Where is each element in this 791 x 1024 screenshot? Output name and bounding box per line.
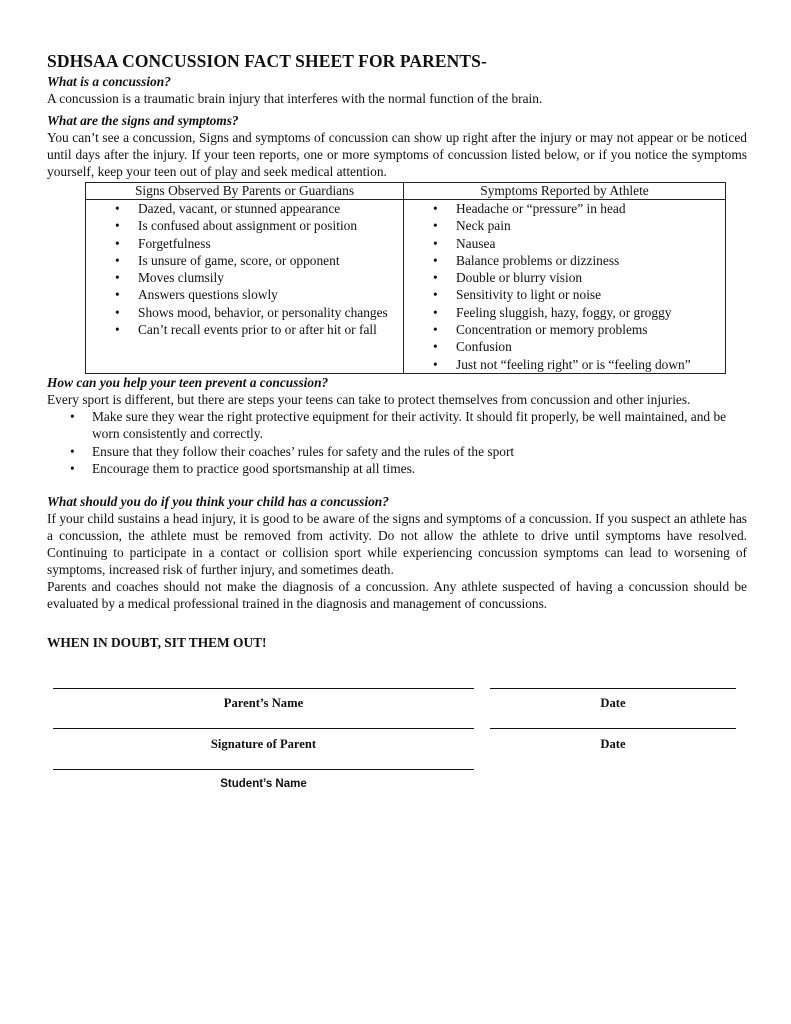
list-item: • Balance problems or dizziness — [404, 252, 721, 269]
list-item: • Concentration or memory problems — [404, 321, 721, 338]
signs-column — [86, 200, 404, 374]
list-item: • Confusion — [404, 338, 721, 355]
list-item: • Encourage them to practice good sportsmanship at all times. — [47, 460, 747, 477]
symptoms-column — [404, 200, 726, 374]
signs-symptoms-table — [85, 182, 726, 374]
date-label-2: Date — [600, 737, 626, 751]
list-item: • Forgetfulness — [86, 235, 399, 252]
list-item: • Feeling sluggish, hazy, foggy, or groggy — [404, 304, 721, 321]
what-heading: What is a concussion? — [47, 74, 171, 89]
parent-name-label: Parent’s Name — [223, 696, 304, 710]
page-title: SDHSAA CONCUSSION FACT SHEET FOR PARENTS- — [47, 51, 487, 71]
action-body-2: Parents and coaches should not make the diagnosis of a concussion. Any athlete suspected of having a concussion should be evaluated by a medical professional trained in the diagnosis and management of concussions. — [47, 579, 747, 612]
doubt-callout: WHEN IN DOUBT, SIT THEM OUT! — [47, 635, 267, 651]
student-name-line[interactable] — [53, 769, 474, 770]
student-name-label: Student’s Name — [220, 778, 307, 790]
action-heading: What should you do if you think your child has a concussion? — [47, 494, 389, 510]
list-item: • Headache or “pressure” in head — [404, 200, 721, 217]
list-item: • Neck pain — [404, 217, 721, 234]
list-item: • Can’t recall events prior to or after hit or fall — [86, 321, 399, 338]
parent-signature-label: Signature of Parent — [210, 737, 317, 751]
parent-name-line[interactable] — [53, 688, 474, 689]
signs-body: You can’t see a concussion, Signs and symptoms of concussion can show up right after the injury or may not appear or be noticed until days after the injury. If your teen reports, one or more symptoms of concussion listed below, or if you notice the symptoms yourself, keep your teen out of play and seek medical attention. — [47, 130, 747, 179]
action-body-1: If your child sustains a head injury, it is good to be aware of the signs and symptoms of a concussion. If you suspect an athlete has a concussion, the athlete must be removed from activity. Do not allow the athlete to drive until symptoms have resolved. Continuing to participate in a contact or collision sport while experiencing concussion symptoms can lead to worsening of symptoms, increased risk of further injury, and sometimes death. — [47, 511, 747, 578]
date-line-2[interactable] — [490, 728, 736, 729]
list-item: • Is unsure of game, score, or opponent — [86, 252, 399, 269]
list-item: • Moves clumsily — [86, 269, 399, 286]
date-label-1: Date — [600, 696, 626, 710]
symptoms-column-header: Symptoms Reported by Athlete — [404, 183, 726, 200]
list-item: • Nausea — [404, 235, 721, 252]
list-item: • Make sure they wear the right protective equipment for their activity. It should fit properly, be well maintained, and be worn consistently and correctly. — [47, 408, 747, 443]
list-item: • Shows mood, behavior, or personality changes — [86, 304, 399, 321]
prevent-heading: How can you help your teen prevent a concussion? — [47, 374, 329, 390]
list-item: • Is confused about assignment or position — [86, 217, 399, 234]
fact-sheet — [47, 50, 747, 651]
list-item: • Just not “feeling right” or is “feeling down” — [404, 356, 721, 373]
signs-heading: What are the signs and symptoms? — [47, 113, 239, 128]
list-item: • Ensure that they follow their coaches’ rules for safety and the rules of the sport — [47, 443, 747, 460]
list-item: • Double or blurry vision — [404, 269, 721, 286]
list-item: • Answers questions slowly — [86, 286, 399, 303]
list-item: • Dazed, vacant, or stunned appearance — [86, 200, 399, 217]
prevent-list — [47, 408, 747, 477]
signs-column-header: Signs Observed By Parents or Guardians — [86, 183, 404, 200]
date-line-1[interactable] — [490, 688, 736, 689]
prevent-body: Every sport is different, but there are steps your teens can take to protect themselves from concussion and other injuries. — [47, 391, 691, 407]
list-item: • Sensitivity to light or noise — [404, 286, 721, 303]
what-body: A concussion is a traumatic brain injury that interferes with the normal function of the brain. — [47, 91, 543, 106]
parent-signature-line[interactable] — [53, 728, 474, 729]
